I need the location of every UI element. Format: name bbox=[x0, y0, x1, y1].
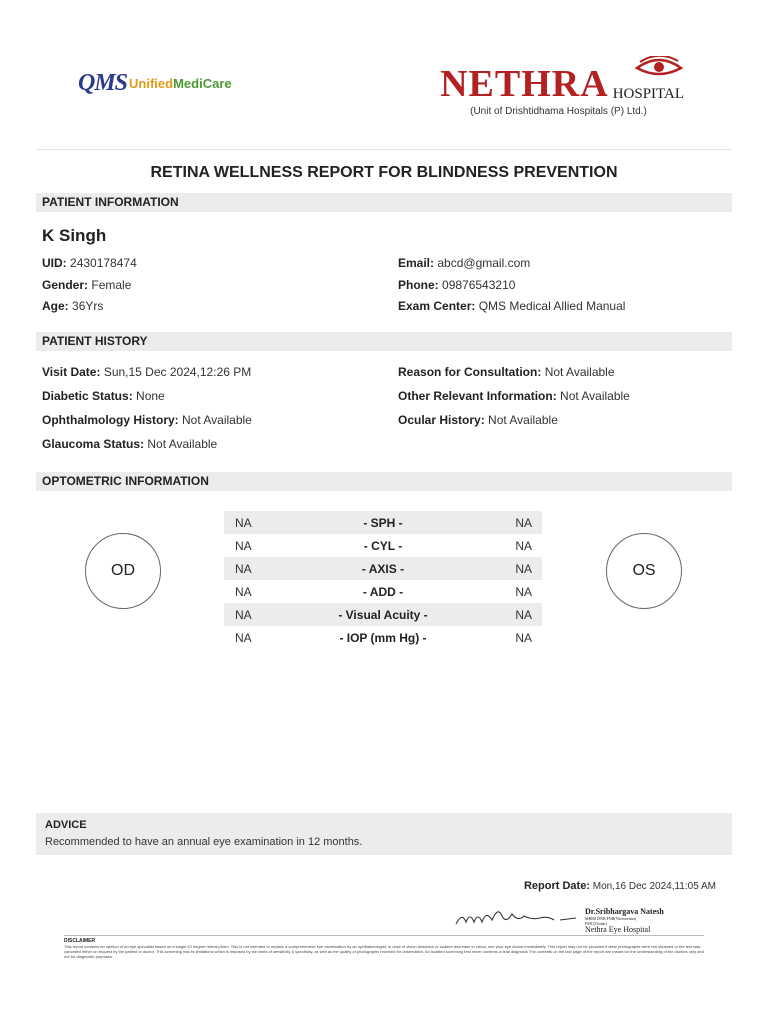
visit-date-label: Visit Date: bbox=[42, 365, 101, 379]
disclaimer-heading: DISCLAIMER bbox=[64, 938, 96, 944]
doctor-hospital: Nethra Eye Hospital bbox=[585, 925, 651, 934]
glaucoma-status-label: Glaucoma Status: bbox=[42, 437, 145, 451]
age-value: 36Yrs bbox=[72, 299, 104, 313]
reason-field bbox=[398, 365, 615, 379]
hospital-word: HOSPITAL bbox=[612, 86, 684, 102]
patient-history-heading: PATIENT HISTORY bbox=[36, 332, 732, 351]
advice-box bbox=[36, 813, 732, 855]
optometric-table bbox=[224, 511, 542, 649]
other-info-label: Other Relevant Information: bbox=[398, 389, 557, 403]
qms-brand-medicare: MediCare bbox=[173, 76, 232, 91]
ocular-history-label: Ocular History: bbox=[398, 413, 485, 427]
measure-label: - ADD - bbox=[362, 584, 404, 599]
uid-label: UID: bbox=[42, 256, 67, 270]
report-date bbox=[524, 880, 716, 892]
measure-label: - CYL - bbox=[363, 538, 403, 553]
table-row bbox=[224, 534, 542, 557]
od-circle: OD bbox=[85, 533, 161, 609]
glaucoma-status-value: Not Available bbox=[147, 437, 218, 451]
visit-date-field bbox=[42, 365, 251, 379]
advice-heading: ADVICE bbox=[45, 819, 87, 831]
gender-value: Female bbox=[91, 278, 132, 292]
ophthalmology-history-value: Not Available bbox=[182, 413, 252, 427]
os-value: NA bbox=[515, 630, 532, 645]
os-circle: OS bbox=[606, 533, 682, 609]
os-value: NA bbox=[515, 584, 532, 599]
gender-label: Gender: bbox=[42, 278, 89, 292]
optometric-heading: OPTOMETRIC INFORMATION bbox=[36, 472, 732, 491]
phone-label: Phone: bbox=[398, 278, 439, 292]
disclaimer-text: This report contains an opinion of an eye specialist based on a single 40 degree retinal photo. This is not intended to replace a comprehensive eye examination by an ophthalmologist, in case of vision distortion or sudden decrease in vision, see your eye doctor immediately. This report may not be provided if clear photographs were not obtained or the test was cancelled either on request by the patient or doctor. This screening has its limitations which is imposed by the limits of sensitivity & specificity, as well as the quality of photographs received for observation. An isolated screening test never confirms a final diagnosis The contents on the last page of the report are meant for the understanding of the doctors only and not for diagnostic purposes. bbox=[64, 944, 704, 959]
gender-field bbox=[42, 278, 131, 292]
report-date-value: Mon,16 Dec 2024,11:05 AM bbox=[592, 881, 716, 892]
os-value: NA bbox=[462, 511, 542, 534]
doctor-qualification-2: FMC(Ocular) bbox=[585, 921, 607, 926]
glaucoma-status-field bbox=[42, 437, 217, 451]
email-field bbox=[398, 256, 530, 270]
ocular-history-value: Not Available bbox=[488, 413, 558, 427]
report-date-label: Report Date: bbox=[523, 880, 590, 892]
uid-field bbox=[42, 256, 137, 270]
table-row bbox=[224, 511, 542, 534]
other-info-value: Not Available bbox=[560, 389, 630, 403]
exam-center-value: QMS Medical Allied Manual bbox=[478, 299, 626, 313]
diabetic-status-value: None bbox=[136, 389, 165, 403]
diabetic-status-label: Diabetic Status: bbox=[42, 389, 133, 403]
exam-center-field bbox=[398, 299, 625, 313]
measure-label: - AXIS - bbox=[304, 557, 462, 580]
diabetic-status-field bbox=[42, 389, 165, 403]
hospital-name: NETHRA bbox=[440, 63, 609, 105]
eye-icon bbox=[634, 56, 684, 78]
table-row bbox=[224, 603, 542, 626]
report-title: RETINA WELLNESS REPORT FOR BLINDNESS PREVENTION bbox=[150, 164, 618, 181]
nethra-logo bbox=[440, 63, 684, 117]
uid-value: 2430178474 bbox=[70, 256, 137, 270]
doctor-block bbox=[585, 908, 664, 934]
age-label: Age: bbox=[42, 299, 69, 313]
patient-info-heading: PATIENT INFORMATION bbox=[36, 193, 732, 212]
od-value: NA bbox=[224, 557, 304, 580]
os-value: NA bbox=[462, 603, 542, 626]
qms-brand bbox=[129, 76, 232, 91]
ophthalmology-history-label: Ophthalmology History: bbox=[42, 413, 179, 427]
disclaimer bbox=[64, 935, 704, 959]
qms-brand-unified: Unified bbox=[129, 76, 174, 91]
doctor-name: Dr.Sribhargava Natesh bbox=[585, 907, 664, 916]
report-header bbox=[36, 40, 732, 150]
reason-value: Not Available bbox=[544, 365, 615, 379]
measure-label: - Visual Acuity - bbox=[304, 603, 462, 626]
doctor-signature bbox=[454, 904, 582, 930]
advice-text: Recommended to have an annual eye examination in 12 months. bbox=[45, 836, 363, 848]
ocular-history-field bbox=[398, 413, 558, 427]
qms-logo bbox=[78, 70, 232, 97]
measure-label: - IOP (mm Hg) - bbox=[339, 630, 427, 645]
ophthalmology-history-field bbox=[42, 413, 252, 427]
table-row bbox=[224, 580, 542, 603]
os-value: NA bbox=[462, 557, 542, 580]
od-value: NA bbox=[235, 538, 252, 553]
table-row bbox=[224, 626, 542, 649]
od-value: NA bbox=[235, 630, 252, 645]
hospital-unit: (Unit of Drishtidhama Hospitals (P) Ltd.) bbox=[470, 106, 647, 117]
doctor-qualification: MBBS DNB FNB(Vitreoretina) bbox=[585, 916, 637, 921]
od-value: NA bbox=[224, 603, 304, 626]
reason-label: Reason for Consultation: bbox=[398, 365, 542, 379]
email-label: Email: bbox=[398, 256, 435, 270]
od-value: NA bbox=[235, 584, 252, 599]
other-info-field bbox=[398, 389, 630, 403]
phone-value: 09876543210 bbox=[442, 278, 516, 292]
visit-date-value: Sun,15 Dec 2024,12:26 PM bbox=[103, 365, 252, 379]
age-field bbox=[42, 299, 103, 313]
os-value: NA bbox=[515, 538, 532, 553]
od-value: NA bbox=[224, 511, 304, 534]
email-value: abcd@gmail.com bbox=[437, 256, 531, 270]
phone-field bbox=[398, 278, 515, 292]
patient-name: K Singh bbox=[42, 226, 107, 245]
qms-mark: QMS bbox=[78, 70, 128, 96]
exam-center-label: Exam Center: bbox=[398, 299, 476, 313]
measure-label: - SPH - bbox=[304, 511, 462, 534]
table-row bbox=[224, 557, 542, 580]
